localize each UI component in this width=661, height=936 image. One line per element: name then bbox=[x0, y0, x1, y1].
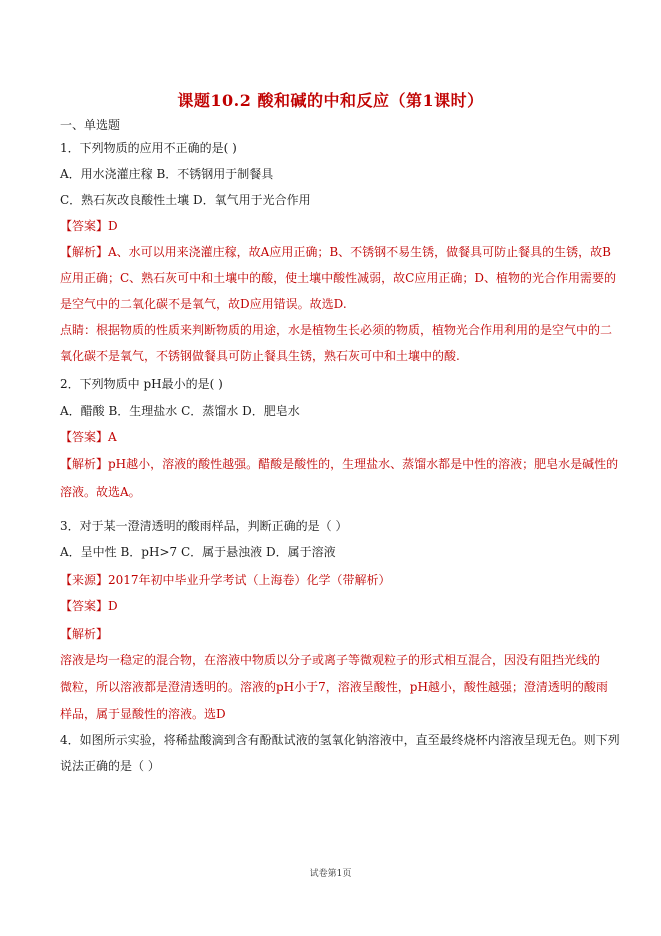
q1-analysis-line1: 【解析】A、水可以用来浇灌庄稼，故A应用正确；B、不锈钢不易生锈，做餐具可防止餐具的生锈，故B bbox=[60, 245, 611, 259]
q1-options-row1: A．用水浇灌庄稼 B．不锈钢用于制餐具 bbox=[60, 167, 274, 181]
q3-options: A．呈中性 B．pH>7 C．属于悬浊液 D．属于溶液 bbox=[60, 545, 336, 559]
q1-stem: 1．下列物质的应用不正确的是( ) bbox=[60, 141, 237, 155]
q1-answer: 【答案】D bbox=[60, 219, 118, 233]
q4-stem-line2: 说法正确的是（ ） bbox=[60, 759, 160, 773]
q3-analysis-label: 【解析】 bbox=[60, 627, 109, 641]
q1-options-row2: C．熟石灰改良酸性土壤 D．氧气用于光合作用 bbox=[60, 193, 311, 207]
q3-answer: 【答案】D bbox=[60, 599, 118, 613]
q4-stem-line1: 4．如图所示实验，将稀盐酸滴到含有酚酞试液的氢氧化钠溶液中，直至最终烧杯内溶液呈现无色。则下列 bbox=[60, 733, 620, 747]
q2-options: A．醋酸 B．生理盐水 C．蒸馏水 D．肥皂水 bbox=[60, 404, 300, 418]
q3-analysis-line3: 样品，属于显酸性的溶液。选D bbox=[60, 707, 226, 721]
q2-analysis-line2: 溶液。故选A。 bbox=[60, 485, 141, 499]
page-title: 课题10.2 酸和碱的中和反应（第1课时） bbox=[177, 91, 484, 110]
q2-analysis-line1: 【解析】pH越小，溶液的酸性越强。醋酸是酸性的，生理盐水、蒸馏水都是中性的溶液；肥皂水是碱性的 bbox=[60, 457, 619, 471]
q1-analysis-line3: 是空气中的二氧化碳不是氧气，故D应用错误。故选D. bbox=[60, 297, 347, 311]
q3-analysis-line1: 溶液是均一稳定的混合物，在溶液中物质以分子或离子等微观粒子的形式相互混合，因没有阻挡光线的 bbox=[60, 653, 601, 667]
q1-analysis-line2: 应用正确；C、熟石灰可中和土壤中的酸，使土壤中酸性减弱，故C应用正确；D、植物的光合作用需要的 bbox=[60, 271, 616, 285]
q2-answer: 【答案】A bbox=[60, 430, 117, 444]
q2-stem: 2．下列物质中 pH最小的是( ) bbox=[60, 377, 223, 391]
page-footer: 试卷第1页 bbox=[309, 869, 352, 879]
q3-analysis-line2: 微粒，所以溶液都是澄清透明的。溶液的pH小于7，溶液呈酸性，pH越小，酸性越强；澄清透明的酸雨 bbox=[60, 680, 608, 694]
q3-source: 【来源】2017年初中毕业升学考试（上海卷）化学（带解析） bbox=[60, 573, 391, 587]
q3-stem: 3．对于某一澄清透明的酸雨样品，判断正确的是（ ） bbox=[60, 519, 348, 533]
section-heading: 一、单选题 bbox=[60, 118, 121, 132]
q1-tip-line2: 氧化碳不是氧气，不锈钢做餐具可防止餐具生锈，熟石灰可中和土壤中的酸. bbox=[60, 349, 460, 363]
q1-tip-line1: 点睛：根据物质的性质来判断物质的用途，水是植物生长必须的物质，植物光合作用利用的是空气中的二 bbox=[60, 323, 613, 337]
